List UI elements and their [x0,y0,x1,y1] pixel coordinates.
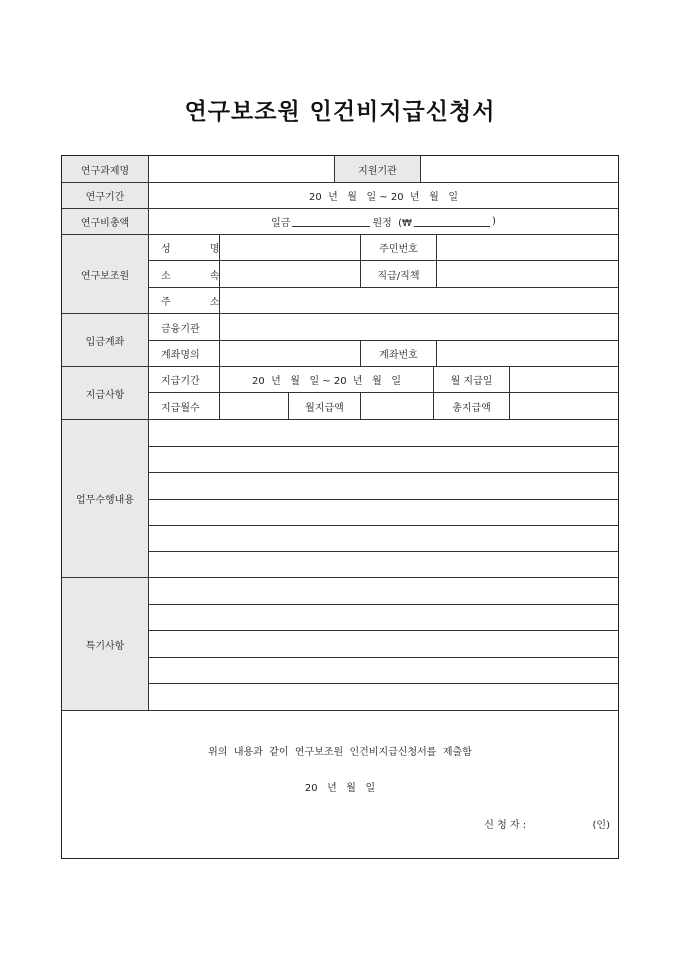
remarks-line[interactable] [149,658,618,684]
remarks-line[interactable] [149,578,618,605]
account-holder-field[interactable] [220,341,361,367]
research-period-label: 연구기간 [62,183,149,209]
bank-label: 금융기관 [149,314,220,341]
pay-months-label: 지급월수 [149,393,220,420]
research-period-value: 20 년 월 일 ~ 20 년 월 일 [308,192,458,203]
submission-date[interactable]: 20 년 월 일 [304,783,376,794]
submission-section [62,711,618,858]
bank-field[interactable] [220,314,618,341]
total-fund-mid: 원정 (₩ [372,218,412,229]
total-fund-suffix: ) [491,216,496,227]
amount-blank-line [292,216,370,227]
affiliation-label: 소 속 [149,261,220,288]
project-name-label: 연구과제명 [62,156,149,183]
work-content-line[interactable] [149,447,618,473]
address-field[interactable] [220,288,618,314]
name-label: 성 명 [149,235,220,261]
payment-label: 지급사항 [62,367,149,420]
support-org-field[interactable] [421,156,618,183]
submission-statement: 위의 내용과 같이 연구보조원 인건비지급신청서를 제출함 [208,747,472,758]
assistant-label: 연구보조원 [62,235,149,314]
total-fund-prefix: 일금 [271,218,291,229]
page-title: 연구보조원 인건비지급신청서 [184,99,496,125]
address-label: 주 소 [149,288,220,314]
total-fund-field[interactable] [149,209,618,235]
affiliation-field[interactable] [220,261,361,288]
total-amount-field[interactable] [510,393,618,420]
pay-period-field[interactable] [220,367,434,393]
pay-period-value: 20 년 월 일 ~ 20 년 월 일 [251,376,401,387]
seal-mark: (인) [592,820,610,831]
total-fund-label: 연구비총액 [62,209,149,235]
work-content-line[interactable] [149,420,618,447]
applicant-line [484,816,610,831]
remarks-line[interactable] [149,631,618,658]
project-name-field[interactable] [149,156,335,183]
pay-months-field[interactable] [220,393,289,420]
remarks-line[interactable] [149,684,618,711]
name-field[interactable] [220,235,361,261]
deposit-account-label: 입금계좌 [62,314,149,367]
monthly-pay-day-field[interactable] [510,367,618,393]
work-content-line[interactable] [149,526,618,552]
total-amount-label: 총지급액 [434,393,510,420]
application-form [61,155,619,859]
work-content-line[interactable] [149,500,618,526]
support-org-label: 지원기관 [335,156,421,183]
monthly-amount-field[interactable] [361,393,434,420]
monthly-pay-day-label: 월 지급일 [434,367,510,393]
pay-period-label: 지급기간 [149,367,220,393]
rank-field[interactable] [437,261,618,288]
rank-label: 직급/직책 [361,261,437,288]
account-no-field[interactable] [437,341,618,367]
remarks-line[interactable] [149,605,618,631]
research-period-field[interactable] [149,183,618,209]
applicant-label: 신 청 자 : [484,820,527,831]
remarks-label: 특기사항 [62,578,149,711]
account-no-label: 계좌번호 [361,341,437,367]
resident-no-label: 주민번호 [361,235,437,261]
work-content-label: 업무수행내용 [62,420,149,578]
account-holder-label: 계좌명의 [149,341,220,367]
monthly-amount-label: 월지급액 [289,393,361,420]
work-content-line[interactable] [149,473,618,500]
resident-no-field[interactable] [437,235,618,261]
amount-number-blank-line [414,216,490,227]
work-content-line[interactable] [149,552,618,578]
